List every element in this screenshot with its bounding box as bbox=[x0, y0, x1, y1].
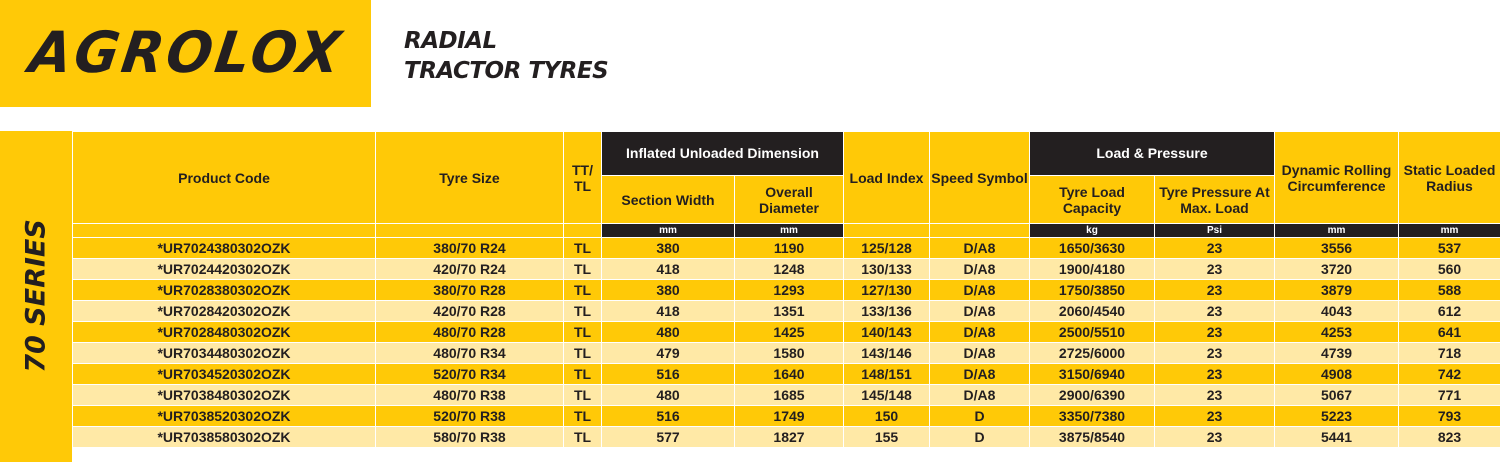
cell-tyre-pressure: 23 bbox=[1155, 322, 1275, 343]
cell-dynamic-rolling: 4253 bbox=[1275, 322, 1399, 343]
cell-tyre-size: 380/70 R28 bbox=[376, 280, 564, 301]
cell-product-code: *UR7024380302OZK bbox=[73, 238, 376, 259]
cell-overall-diameter: 1827 bbox=[735, 427, 844, 448]
brand-logo-box bbox=[0, 0, 371, 107]
cell-product-code: *UR7034520302OZK bbox=[73, 364, 376, 385]
unit-overall-diameter: mm bbox=[735, 224, 844, 238]
cell-speed-symbol: D/A8 bbox=[930, 343, 1030, 364]
cell-speed-symbol: D/A8 bbox=[930, 280, 1030, 301]
cell-tyre-size: 480/70 R38 bbox=[376, 385, 564, 406]
cell-product-code: *UR7038480302OZK bbox=[73, 385, 376, 406]
cell-load-index: 140/143 bbox=[844, 322, 930, 343]
cell-overall-diameter: 1749 bbox=[735, 406, 844, 427]
cell-product-code: *UR7038520302OZK bbox=[73, 406, 376, 427]
unit-static-loaded: mm bbox=[1399, 224, 1500, 238]
cell-tyre-pressure: 23 bbox=[1155, 364, 1275, 385]
header-load-pressure-group: Load & Pressure bbox=[1030, 132, 1275, 176]
cell-overall-diameter: 1580 bbox=[735, 343, 844, 364]
unit-empty bbox=[930, 224, 1030, 238]
cell-tyre-pressure: 23 bbox=[1155, 301, 1275, 322]
header-product-code: Product Code bbox=[73, 132, 376, 224]
cell-tyre-size: 480/70 R28 bbox=[376, 322, 564, 343]
header-tyre-pressure: Tyre Pressure At Max. Load bbox=[1155, 176, 1275, 224]
cell-load-index: 148/151 bbox=[844, 364, 930, 385]
cell-tyre-load-capacity: 2900/6390 bbox=[1030, 385, 1155, 406]
table-row bbox=[73, 343, 1500, 364]
cell-speed-symbol: D/A8 bbox=[930, 364, 1030, 385]
heading-line-1: RADIAL bbox=[404, 28, 497, 54]
cell-load-index: 150 bbox=[844, 406, 930, 427]
cell-dynamic-rolling: 4043 bbox=[1275, 301, 1399, 322]
cell-tyre-pressure: 23 bbox=[1155, 259, 1275, 280]
cell-load-index: 130/133 bbox=[844, 259, 930, 280]
cell-dynamic-rolling: 4908 bbox=[1275, 364, 1399, 385]
header-overall-diameter: Overall Diameter bbox=[735, 176, 844, 224]
unit-empty bbox=[844, 224, 930, 238]
cell-product-code: *UR7028480302OZK bbox=[73, 322, 376, 343]
cell-tyre-size: 520/70 R38 bbox=[376, 406, 564, 427]
cell-overall-diameter: 1425 bbox=[735, 322, 844, 343]
cell-dynamic-rolling: 4739 bbox=[1275, 343, 1399, 364]
cell-overall-diameter: 1293 bbox=[735, 280, 844, 301]
cell-product-code: *UR7028420302OZK bbox=[73, 301, 376, 322]
header-tyre-size: Tyre Size bbox=[376, 132, 564, 224]
heading-line-2: TRACTOR TYRES bbox=[404, 58, 609, 84]
table-row bbox=[73, 259, 1500, 280]
cell-dynamic-rolling: 3556 bbox=[1275, 238, 1399, 259]
table-row bbox=[73, 280, 1500, 301]
cell-tyre-load-capacity: 3350/7380 bbox=[1030, 406, 1155, 427]
tyre-spec-table bbox=[72, 131, 1500, 448]
table-row bbox=[73, 322, 1500, 343]
cell-tt-tl: TL bbox=[564, 259, 602, 280]
cell-load-index: 125/128 bbox=[844, 238, 930, 259]
cell-speed-symbol: D/A8 bbox=[930, 322, 1030, 343]
cell-speed-symbol: D/A8 bbox=[930, 385, 1030, 406]
cell-static-loaded: 742 bbox=[1399, 364, 1500, 385]
cell-tt-tl: TL bbox=[564, 406, 602, 427]
page-heading bbox=[404, 26, 608, 86]
cell-dynamic-rolling: 5067 bbox=[1275, 385, 1399, 406]
header-dynamic-rolling: Dynamic Rolling Circumference bbox=[1275, 132, 1399, 224]
cell-tyre-load-capacity: 3875/8540 bbox=[1030, 427, 1155, 448]
cell-load-index: 155 bbox=[844, 427, 930, 448]
cell-tyre-pressure: 23 bbox=[1155, 385, 1275, 406]
header-load-index: Load Index bbox=[844, 132, 930, 224]
cell-overall-diameter: 1190 bbox=[735, 238, 844, 259]
series-label: 70 SERIES bbox=[20, 219, 52, 373]
cell-static-loaded: 560 bbox=[1399, 259, 1500, 280]
cell-tyre-pressure: 23 bbox=[1155, 406, 1275, 427]
header-tyre-load-capacity: Tyre Load Capacity bbox=[1030, 176, 1155, 224]
unit-dynamic-rolling: mm bbox=[1275, 224, 1399, 238]
cell-tyre-pressure: 23 bbox=[1155, 238, 1275, 259]
cell-static-loaded: 612 bbox=[1399, 301, 1500, 322]
cell-section-width: 418 bbox=[602, 259, 735, 280]
cell-section-width: 418 bbox=[602, 301, 735, 322]
cell-speed-symbol: D/A8 bbox=[930, 259, 1030, 280]
cell-load-index: 145/148 bbox=[844, 385, 930, 406]
cell-tyre-pressure: 23 bbox=[1155, 343, 1275, 364]
cell-tyre-size: 520/70 R34 bbox=[376, 364, 564, 385]
cell-tyre-load-capacity: 3150/6940 bbox=[1030, 364, 1155, 385]
unit-tyre-pressure: Psi bbox=[1155, 224, 1275, 238]
cell-overall-diameter: 1685 bbox=[735, 385, 844, 406]
cell-tyre-size: 380/70 R24 bbox=[376, 238, 564, 259]
unit-empty bbox=[73, 224, 376, 238]
cell-product-code: *UR7038580302OZK bbox=[73, 427, 376, 448]
table-row bbox=[73, 427, 1500, 448]
cell-tyre-size: 420/70 R24 bbox=[376, 259, 564, 280]
cell-section-width: 380 bbox=[602, 238, 735, 259]
cell-product-code: *UR7034480302OZK bbox=[73, 343, 376, 364]
cell-static-loaded: 641 bbox=[1399, 322, 1500, 343]
cell-section-width: 479 bbox=[602, 343, 735, 364]
cell-tyre-load-capacity: 1750/3850 bbox=[1030, 280, 1155, 301]
cell-speed-symbol: D bbox=[930, 406, 1030, 427]
cell-speed-symbol: D/A8 bbox=[930, 301, 1030, 322]
table-row bbox=[73, 301, 1500, 322]
header-tt-tl: TT/ TL bbox=[564, 132, 602, 224]
cell-speed-symbol: D/A8 bbox=[930, 238, 1030, 259]
cell-overall-diameter: 1351 bbox=[735, 301, 844, 322]
header-section-width: Section Width bbox=[602, 176, 735, 224]
cell-tt-tl: TL bbox=[564, 238, 602, 259]
table-row bbox=[73, 364, 1500, 385]
series-band bbox=[0, 131, 72, 462]
header-static-loaded: Static Loaded Radius bbox=[1399, 132, 1500, 224]
cell-product-code: *UR7028380302OZK bbox=[73, 280, 376, 301]
cell-dynamic-rolling: 5441 bbox=[1275, 427, 1399, 448]
header-inflated-group: Inflated Unloaded Dimension bbox=[602, 132, 844, 176]
cell-load-index: 143/146 bbox=[844, 343, 930, 364]
cell-section-width: 480 bbox=[602, 322, 735, 343]
cell-static-loaded: 588 bbox=[1399, 280, 1500, 301]
table-row bbox=[73, 238, 1500, 259]
cell-overall-diameter: 1640 bbox=[735, 364, 844, 385]
cell-load-index: 133/136 bbox=[844, 301, 930, 322]
cell-tyre-load-capacity: 2500/5510 bbox=[1030, 322, 1155, 343]
cell-speed-symbol: D bbox=[930, 427, 1030, 448]
cell-dynamic-rolling: 3720 bbox=[1275, 259, 1399, 280]
cell-section-width: 380 bbox=[602, 280, 735, 301]
cell-overall-diameter: 1248 bbox=[735, 259, 844, 280]
cell-tyre-size: 480/70 R34 bbox=[376, 343, 564, 364]
unit-empty bbox=[564, 224, 602, 238]
cell-load-index: 127/130 bbox=[844, 280, 930, 301]
cell-section-width: 577 bbox=[602, 427, 735, 448]
cell-tt-tl: TL bbox=[564, 364, 602, 385]
table-row bbox=[73, 385, 1500, 406]
unit-section-width: mm bbox=[602, 224, 735, 238]
cell-tyre-pressure: 23 bbox=[1155, 280, 1275, 301]
cell-tt-tl: TL bbox=[564, 343, 602, 364]
cell-tyre-load-capacity: 1650/3630 bbox=[1030, 238, 1155, 259]
cell-tt-tl: TL bbox=[564, 301, 602, 322]
unit-empty bbox=[376, 224, 564, 238]
cell-tt-tl: TL bbox=[564, 322, 602, 343]
cell-tt-tl: TL bbox=[564, 280, 602, 301]
cell-tyre-load-capacity: 1900/4180 bbox=[1030, 259, 1155, 280]
header-speed-symbol: Speed Symbol bbox=[930, 132, 1030, 224]
cell-section-width: 480 bbox=[602, 385, 735, 406]
cell-tyre-load-capacity: 2060/4540 bbox=[1030, 301, 1155, 322]
table-row bbox=[73, 406, 1500, 427]
cell-static-loaded: 771 bbox=[1399, 385, 1500, 406]
cell-dynamic-rolling: 3879 bbox=[1275, 280, 1399, 301]
cell-tyre-pressure: 23 bbox=[1155, 427, 1275, 448]
cell-tyre-load-capacity: 2725/6000 bbox=[1030, 343, 1155, 364]
cell-tyre-size: 580/70 R38 bbox=[376, 427, 564, 448]
cell-static-loaded: 823 bbox=[1399, 427, 1500, 448]
cell-section-width: 516 bbox=[602, 364, 735, 385]
unit-tyre-load-capacity: kg bbox=[1030, 224, 1155, 238]
cell-static-loaded: 793 bbox=[1399, 406, 1500, 427]
cell-dynamic-rolling: 5223 bbox=[1275, 406, 1399, 427]
cell-tyre-size: 420/70 R28 bbox=[376, 301, 564, 322]
cell-product-code: *UR7024420302OZK bbox=[73, 259, 376, 280]
cell-tt-tl: TL bbox=[564, 427, 602, 448]
cell-tt-tl: TL bbox=[564, 385, 602, 406]
cell-section-width: 516 bbox=[602, 406, 735, 427]
cell-static-loaded: 718 bbox=[1399, 343, 1500, 364]
brand-logo: AGROLOX bbox=[25, 19, 348, 86]
cell-static-loaded: 537 bbox=[1399, 238, 1500, 259]
